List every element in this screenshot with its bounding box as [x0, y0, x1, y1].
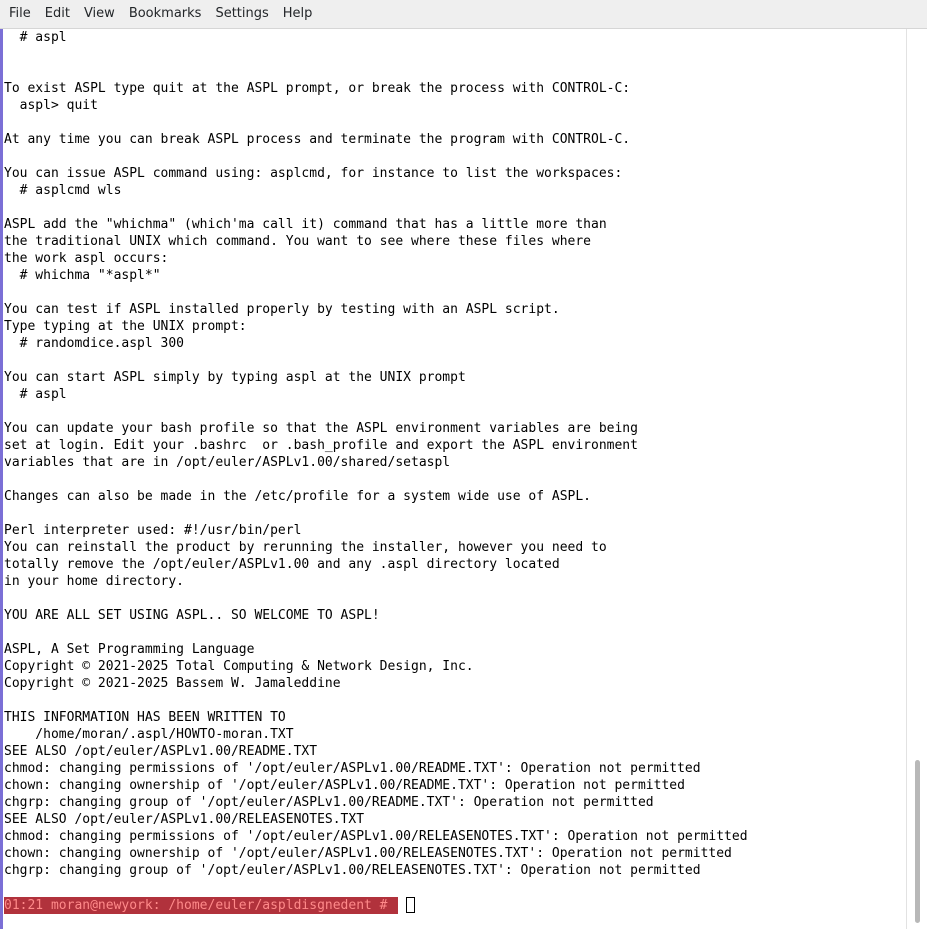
output-line: the work aspl occurs: — [4, 251, 169, 266]
output-line: You can test if ASPL installed properly by testing with an ASPL script. — [4, 302, 560, 317]
vertical-scrollbar[interactable] — [906, 29, 927, 929]
output-line — [4, 114, 748, 131]
output-line: # randomdice.aspl 300 — [4, 336, 185, 351]
output-line: SEE ALSO /opt/euler/ASPLv1.00/README.TXT — [4, 744, 318, 759]
output-line — [4, 590, 748, 607]
output-line: set at login. Edit your .bashrc or .bash_profile and export the ASPL environment — [4, 438, 638, 453]
output-line: aspl> quit — [4, 98, 98, 113]
output-line — [4, 471, 748, 488]
output-line: Type typing at the UNIX prompt: — [4, 319, 247, 334]
menu-view[interactable]: View — [83, 6, 115, 21]
output-line: You can issue ASPL command using: asplcmd, for instance to list the workspaces: — [4, 166, 623, 181]
output-line: chmod: changing permissions of '/opt/euler/ASPLv1.00/RELEASENOTES.TXT': Operation not permitted — [4, 829, 748, 844]
output-line: You can update your bash profile so that the ASPL environment variables are being — [4, 421, 638, 436]
output-line: THIS INFORMATION HAS BEEN WRITTEN TO — [4, 710, 286, 725]
output-line: Copyright © 2021-2025 Bassem W. Jamaleddine — [4, 676, 341, 691]
output-line: You can start ASPL simply by typing aspl at the UNIX prompt — [4, 370, 466, 385]
menu-file[interactable]: File — [9, 6, 31, 21]
terminal-output — [4, 29, 748, 879]
output-line — [4, 505, 748, 522]
output-line: Copyright © 2021-2025 Total Computing & Network Design, Inc. — [4, 659, 474, 674]
output-line: chown: changing ownership of '/opt/euler/ASPLv1.00/RELEASENOTES.TXT': Operation not permitted — [4, 846, 732, 861]
output-line — [4, 199, 748, 216]
output-line — [4, 63, 748, 80]
output-line: # whichma "*aspl*" — [4, 268, 161, 283]
menu-help[interactable]: Help — [282, 6, 313, 21]
output-line: variables that are in /opt/euler/ASPLv1.00/shared/setaspl — [4, 455, 451, 470]
output-line: /home/moran/.aspl/HOWTO-moran.TXT — [4, 727, 294, 742]
output-line: totally remove the /opt/euler/ASPLv1.00 and any .aspl directory located — [4, 557, 560, 572]
menu-bar — [0, 0, 927, 29]
terminal-left-marker — [0, 29, 3, 929]
output-line: ASPL add the "whichma" (which'ma call it) command that has a little more than — [4, 217, 607, 232]
menu-edit[interactable]: Edit — [44, 6, 70, 21]
output-line: Perl interpreter used: #!/usr/bin/perl — [4, 523, 302, 538]
output-line: chgrp: changing group of '/opt/euler/ASPLv1.00/RELEASENOTES.TXT': Operation not permitted — [4, 863, 701, 878]
output-line — [4, 46, 748, 63]
output-line: chgrp: changing group of '/opt/euler/ASPLv1.00/README.TXT': Operation not permitted — [4, 795, 654, 810]
menu-bookmarks[interactable]: Bookmarks — [128, 6, 202, 21]
output-line — [4, 403, 748, 420]
output-line — [4, 692, 748, 709]
scrollbar-thumb[interactable] — [915, 760, 920, 923]
output-line: Changes can also be made in the /etc/profile for a system wide use of ASPL. — [4, 489, 591, 504]
menu-settings[interactable]: Settings — [215, 6, 269, 21]
output-line: chmod: changing permissions of '/opt/euler/ASPLv1.00/README.TXT': Operation not permitted — [4, 761, 701, 776]
output-line — [4, 352, 748, 369]
output-line: ASPL, A Set Programming Language — [4, 642, 255, 657]
output-line: # aspl — [4, 387, 67, 402]
output-line — [4, 284, 748, 301]
output-line: # asplcmd wls — [4, 183, 122, 198]
output-line: You can reinstall the product by rerunning the installer, however you need to — [4, 540, 607, 555]
output-line: the traditional UNIX which command. You want to see where these files where — [4, 234, 591, 249]
output-line: YOU ARE ALL SET USING ASPL.. SO WELCOME TO ASPL! — [4, 608, 380, 623]
output-line: To exist ASPL type quit at the ASPL prompt, or break the process with CONTROL-C: — [4, 81, 631, 96]
terminal-area[interactable] — [0, 29, 906, 929]
output-line — [4, 148, 748, 165]
text-cursor — [406, 897, 415, 913]
output-line: in your home directory. — [4, 574, 185, 589]
output-line: At any time you can break ASPL process and terminate the program with CONTROL-C. — [4, 132, 631, 147]
output-line: # aspl — [4, 30, 67, 45]
shell-prompt: 01:21 moran@newyork: /home/euler/aspldisgnedent # — [4, 897, 398, 914]
output-line: chown: changing ownership of '/opt/euler/ASPLv1.00/README.TXT': Operation not permitted — [4, 778, 685, 793]
output-line: SEE ALSO /opt/euler/ASPLv1.00/RELEASENOTES.TXT — [4, 812, 365, 827]
prompt-line[interactable] — [4, 896, 415, 914]
output-line — [4, 624, 748, 641]
